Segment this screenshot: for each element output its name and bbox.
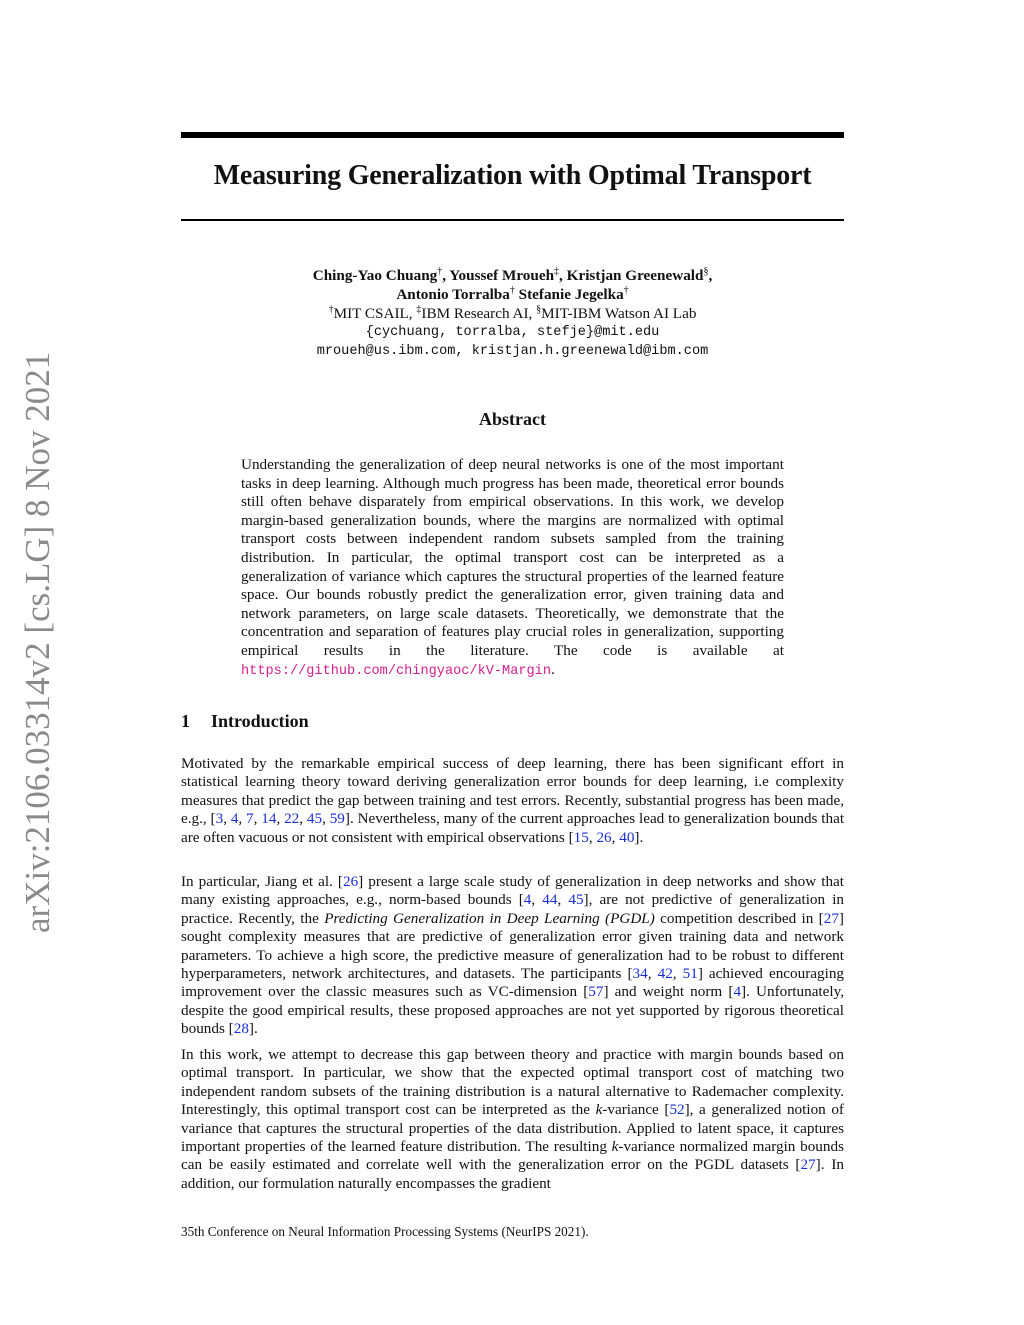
affiliations: †MIT CSAIL, ‡IBM Research AI, §MIT-IBM Watson AI Lab [328, 304, 697, 322]
section-title: Introduction [211, 711, 309, 731]
affiliation-mark: † [437, 266, 443, 277]
author-name: Ching-Yao Chuang [312, 267, 438, 284]
citation-link[interactable]: 51 [682, 965, 698, 983]
author-name: Youssef Mroueh [449, 267, 555, 284]
citation-link[interactable]: 42 [657, 965, 673, 983]
citation-link[interactable]: 7 [246, 810, 254, 828]
math-k: k [595, 1101, 603, 1119]
citation-link[interactable]: 28 [233, 1020, 249, 1038]
citation-link[interactable]: 14 [261, 810, 277, 828]
code-link[interactable]: https://github.com/chingyaoc/kV-Margin [241, 663, 551, 679]
citation-link[interactable]: 4 [523, 891, 532, 909]
citation-link[interactable]: 3 [215, 810, 224, 828]
arxiv-stamp-text: arXiv:2106.03314v2 [cs.LG] 8 Nov 2021 [18, 351, 57, 933]
affiliation-mark: † [509, 285, 515, 296]
abstract-body: Understanding the generalization of deep neural networks is one of the most important tasks in deep learning. Although much progress has been made, theoretical error bounds still often behave disparately from empirical observations. In this work, we develop margin-based generalization bounds, where the margins are normalized with optimal transport costs between independent random subsets sampled from the training distribution. In particular, the optimal transport cost can be interpreted as a generalization of variance which captures the structural properties of the learned feature space. Our bounds robustly predict the generalization error, given training data and network parameters, on large scale datasets. Theoretically, we demonstrate that the concentration and separation of features play crucial roles in generalization, supporting empirical results in the literature. The code is available at https://github.com/chingyaoc/kV-Margin. [241, 456, 784, 679]
section-heading [181, 711, 309, 732]
citation-link[interactable]: 26 [342, 873, 359, 890]
authors-line-2 [181, 285, 844, 304]
section-number: 1 [181, 711, 190, 731]
citation-link[interactable]: 45 [568, 891, 584, 909]
authors-line-1: Ching-Yao Chuang†, Youssef Mroueh‡, Kristjan Greenewald§, [312, 266, 713, 284]
citation-link[interactable]: 45 [306, 810, 323, 828]
competition-name: Predicting Generalization in Deep Learning (PGDL) [324, 909, 655, 927]
author-name: Antonio Torralba [396, 286, 510, 303]
citation-link[interactable]: 44 [542, 891, 558, 909]
paper-title: Measuring Generalization with Optimal Transport [213, 160, 812, 191]
author-block [181, 266, 844, 361]
citation-link[interactable]: 59 [329, 810, 345, 828]
citation-link[interactable]: 27 [800, 1156, 816, 1174]
math-k: k [611, 1138, 619, 1156]
paragraph-3: In this work, we attempt to decrease this gap between theory and practice with margin bounds based on optimal transport. In particular, we show that the expected optimal transport cost of matching two independent random subsets of the training distribution is a natural alternative to Rademacher complexity. Interestingly, this optimal transport cost can be interpreted as the k-variance [52], a generalized notion of variance that captures the structural properties of the data distribution. Applied to latent space, it captures important properties of the learned feature distribution. The resulting k-variance normalized margin bounds can be easily estimated and correlate well with the generalization error on the PGDL datasets [27]. In addition, our formulation naturally encompasses the gradient [181, 1046, 844, 1192]
citation-link[interactable]: 52 [669, 1101, 685, 1119]
citation-link[interactable]: 27 [823, 909, 839, 927]
title-bottom-rule [181, 219, 844, 221]
citation-link[interactable]: 15 [573, 828, 589, 846]
affiliation-mark: ‡ [554, 266, 560, 277]
emails-line-2: mroueh@us.ibm.com, kristjan.h.greenewald@ibm.com [316, 344, 709, 359]
author-name: Kristjan Greenewald [566, 267, 704, 284]
paragraph-1: Motivated by the remarkable empirical success of deep learning, there has been significant effort in statistical learning theory toward deriving generalization error bounds for deep learning, i.e complexity measures that predict the gap between training and test errors. Recently, substantial progress has been made, e.g., [3, 4, 7, 14, 22, 45, 59]. Nevertheless, many of the current approaches lead to generalization bounds that are often vacuous or not consistent with empirical observations [15, 26, 40]. [181, 755, 845, 846]
affiliation-mark: § [703, 266, 709, 277]
emails-line-1: {cychuang, torralba, stefje}@mit.edu [365, 325, 660, 340]
conference-footnote: 35th Conference on Neural Information Processing Systems (NeurIPS 2021). [181, 1224, 589, 1239]
citation-link[interactable]: 57 [588, 983, 604, 1001]
author-name: Stefanie Jegelka [518, 286, 624, 303]
paragraph-2: In particular, Jiang et al. [26] present a large scale study of generalization in deep networks and show that many existing approaches, e.g., norm-based bounds [4, 44, 45], are not predictive of generalization in practice. Recently, the Predicting Generalization in Deep Learning (PGDL) competition described in [27] sought complexity measures that are predictive of generalization error given training data and network parameters. To achieve a high score, the predictive measure of generalization had to be robust to different hyperparameters, network architectures, and datasets. The participants [34, 42, 51] achieved encouraging improvement over the classic measures such as VC-dimension [57] and weight norm [4]. Unfortunately, despite the good empirical results, these proposed approaches are not yet supported by rigorous theoretical bounds [28]. [181, 873, 845, 1038]
citation-link[interactable]: 4 [733, 983, 742, 1001]
citation-link[interactable]: 34 [632, 965, 648, 983]
abstract-heading: Abstract [479, 409, 546, 429]
affiliation-mark: † [623, 285, 629, 296]
citation-link[interactable]: 4 [230, 810, 239, 828]
citation-link[interactable]: 26 [596, 828, 612, 846]
citation-link[interactable]: 22 [284, 810, 300, 828]
citation-link[interactable]: 40 [619, 828, 635, 846]
arxiv-stamp [16, 351, 62, 933]
title-top-rule [181, 132, 844, 138]
